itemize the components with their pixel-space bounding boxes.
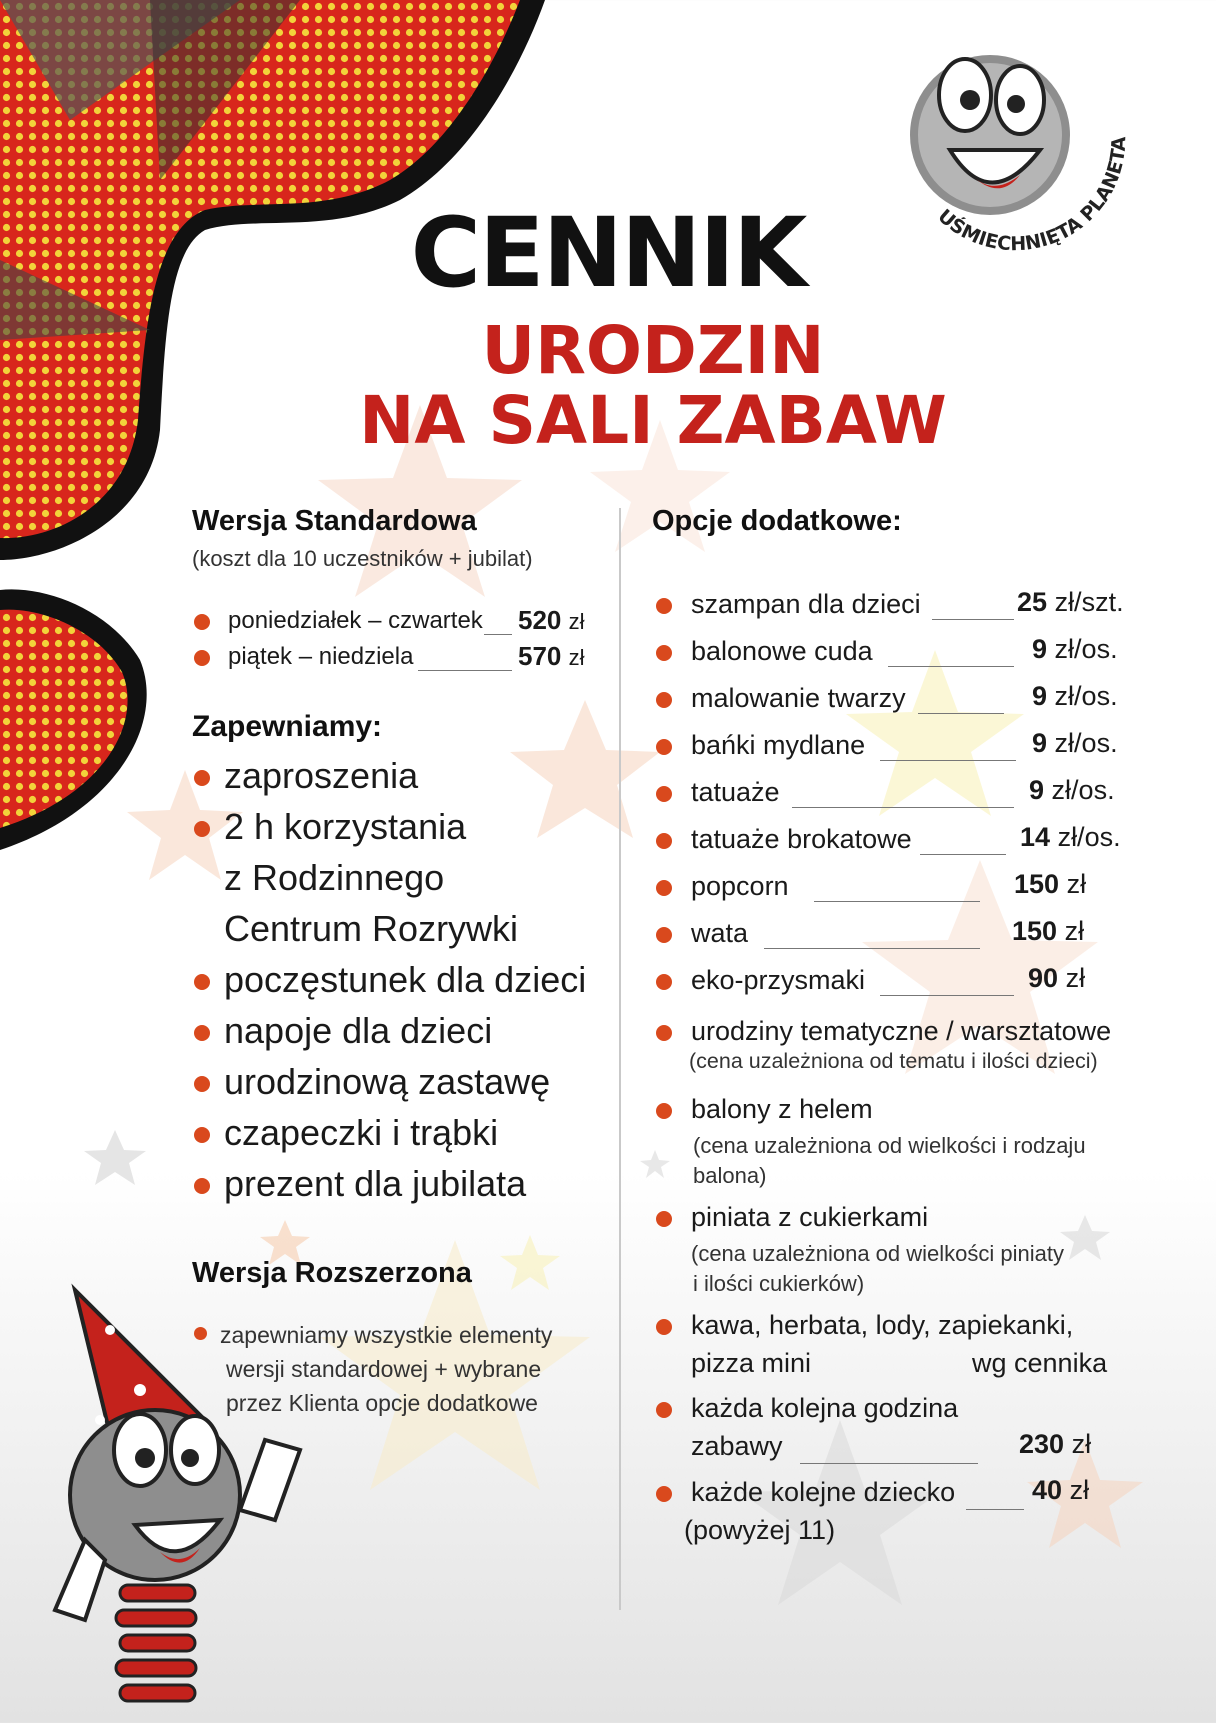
- standard-heading: Wersja Standardowa: [192, 505, 477, 537]
- row-price: 150 zł: [1012, 916, 1085, 946]
- extended-heading: Wersja Rozszerzona: [192, 1257, 472, 1289]
- option-extra-hour: każda kolejna godzina zabawy 230 zł: [652, 1393, 1132, 1473]
- bullet-icon: [656, 1319, 672, 1335]
- bullet-icon: [656, 927, 672, 943]
- leader-line: [932, 619, 1014, 620]
- logo-text: UŚMIECHNIĘTA PLANETA: [933, 136, 1131, 256]
- row-price: 9 zł/os.: [1029, 775, 1115, 805]
- leader-line: [484, 634, 512, 635]
- bullet-icon: [656, 739, 672, 755]
- page-title: CENNIK: [410, 197, 806, 309]
- list-item: zaproszenia: [192, 755, 612, 806]
- row-label: eko-przysmaki: [691, 965, 866, 995]
- list-item: urodzinową zastawę: [192, 1061, 612, 1112]
- row-label: poniedziałek – czwartek: [228, 607, 483, 634]
- options-heading: Opcje dodatkowe:: [652, 505, 902, 537]
- row-label: bańki mydlane: [691, 730, 866, 760]
- leader-line: [888, 666, 1014, 667]
- option-price-row: [652, 589, 1132, 629]
- row-price: 40 zł: [1032, 1475, 1090, 1505]
- list-item-continuation: z Rodzinnego: [224, 857, 445, 898]
- leader-line: [792, 807, 1014, 808]
- option-extra-child: każde kolejne dziecko 40 zł (powyżej 11): [652, 1477, 1132, 1557]
- option-food: kawa, herbata, lody, zapiekanki, pizza mini wg cennika: [652, 1310, 1132, 1390]
- option-balloons: balony z helem (cena uzależniona od wielkości i rodzaju balona): [652, 1094, 1152, 1191]
- bullet-icon: [656, 786, 672, 802]
- option-price-row: [652, 730, 1132, 770]
- leader-line: [880, 760, 1016, 761]
- bullet-icon: [656, 598, 672, 614]
- leader-line: [418, 670, 512, 671]
- leader-line: [814, 901, 980, 902]
- leader-line: [918, 713, 1004, 714]
- bullet-icon: [656, 974, 672, 990]
- row-price: 150 zł: [1014, 869, 1087, 899]
- provide-heading: Zapewniamy:: [192, 710, 383, 743]
- option-price-row: [652, 777, 1132, 817]
- row-price: 25 zł/szt.: [1017, 587, 1124, 617]
- row-price: 90 zł: [1028, 963, 1086, 993]
- list-item: prezent dla jubilata: [192, 1163, 612, 1214]
- bullet-icon: [194, 1076, 210, 1092]
- option-price-row: [652, 965, 1132, 1005]
- standard-note: (koszt dla 10 uczestników + jubilat): [192, 546, 533, 571]
- bullet-icon: [656, 1211, 672, 1227]
- row-price: 14 zł/os.: [1020, 822, 1121, 852]
- row-price: 520 zł: [518, 605, 585, 635]
- bullet-icon: [194, 770, 210, 786]
- row-label: balonowe cuda: [691, 636, 873, 666]
- bullet-icon: [194, 974, 210, 990]
- row-price: 9 zł/os.: [1032, 681, 1118, 711]
- bullet-icon: [194, 650, 210, 666]
- bullet-icon: [656, 1486, 672, 1502]
- option-themed: urodziny tematyczne / warsztatowe (cena uzależniona od tematu i ilości dzieci): [652, 1016, 1152, 1074]
- bullet-icon: [194, 1127, 210, 1143]
- row-price: 230 zł: [1019, 1429, 1092, 1459]
- bullet-icon: [656, 1025, 672, 1041]
- bullet-icon: [194, 614, 210, 630]
- row-label: popcorn: [691, 871, 789, 901]
- leader-line: [764, 948, 980, 949]
- bullet-icon: [656, 880, 672, 896]
- row-label: tatuaże: [691, 777, 780, 807]
- row-label: szampan dla dzieci: [691, 589, 921, 619]
- option-pinata: piniata z cukierkami (cena uzależniona od wielkości piniaty i ilości cukierków): [652, 1202, 1152, 1299]
- option-price-row: [652, 824, 1132, 864]
- list-item: 2 h korzystania: [192, 806, 612, 857]
- option-price-row: [652, 636, 1132, 676]
- provide-list: [192, 755, 612, 1214]
- list-item-continuation: Centrum Rozrywki: [224, 908, 519, 949]
- bullet-icon: [656, 645, 672, 661]
- row-price: 570 zł: [518, 641, 585, 671]
- bullet-icon: [656, 1103, 672, 1119]
- standard-price-row: [192, 643, 592, 683]
- bullet-icon: [194, 1178, 210, 1194]
- leader-line: [880, 995, 1014, 996]
- option-price-row: [652, 918, 1132, 958]
- bullet-icon: [656, 692, 672, 708]
- list-item: napoje dla dzieci: [192, 1010, 612, 1061]
- row-label: malowanie twarzy: [691, 683, 906, 713]
- row-label: tatuaże brokatowe: [691, 824, 912, 854]
- bullet-icon: [194, 1025, 210, 1041]
- bullet-icon: [656, 833, 672, 849]
- option-price-row: [652, 683, 1132, 723]
- bullet-icon: [194, 821, 210, 837]
- leader-line: [920, 854, 1006, 855]
- leader-line: [800, 1463, 978, 1464]
- column-divider: [619, 508, 621, 1610]
- extended-text: zapewniamy wszystkie elementy wersji standardowej + wybrane przez Klienta opcje dodatkowe: [192, 1318, 612, 1420]
- page-subtitle-line1: URODZIN: [481, 312, 825, 389]
- row-label: wata: [691, 918, 749, 948]
- leader-line: [966, 1509, 1024, 1510]
- page-subtitle-line2: NA SALI ZABAW: [359, 382, 947, 459]
- bullet-icon: [656, 1402, 672, 1418]
- list-item: poczęstunek dla dzieci: [192, 959, 612, 1010]
- list-item: czapeczki i trąbki: [192, 1112, 612, 1163]
- option-price-row: [652, 871, 1132, 911]
- bullet-icon: [194, 1327, 207, 1340]
- row-price: 9 zł/os.: [1032, 634, 1118, 664]
- row-price: 9 zł/os.: [1032, 728, 1118, 758]
- row-label: piątek – niedziela: [228, 643, 414, 670]
